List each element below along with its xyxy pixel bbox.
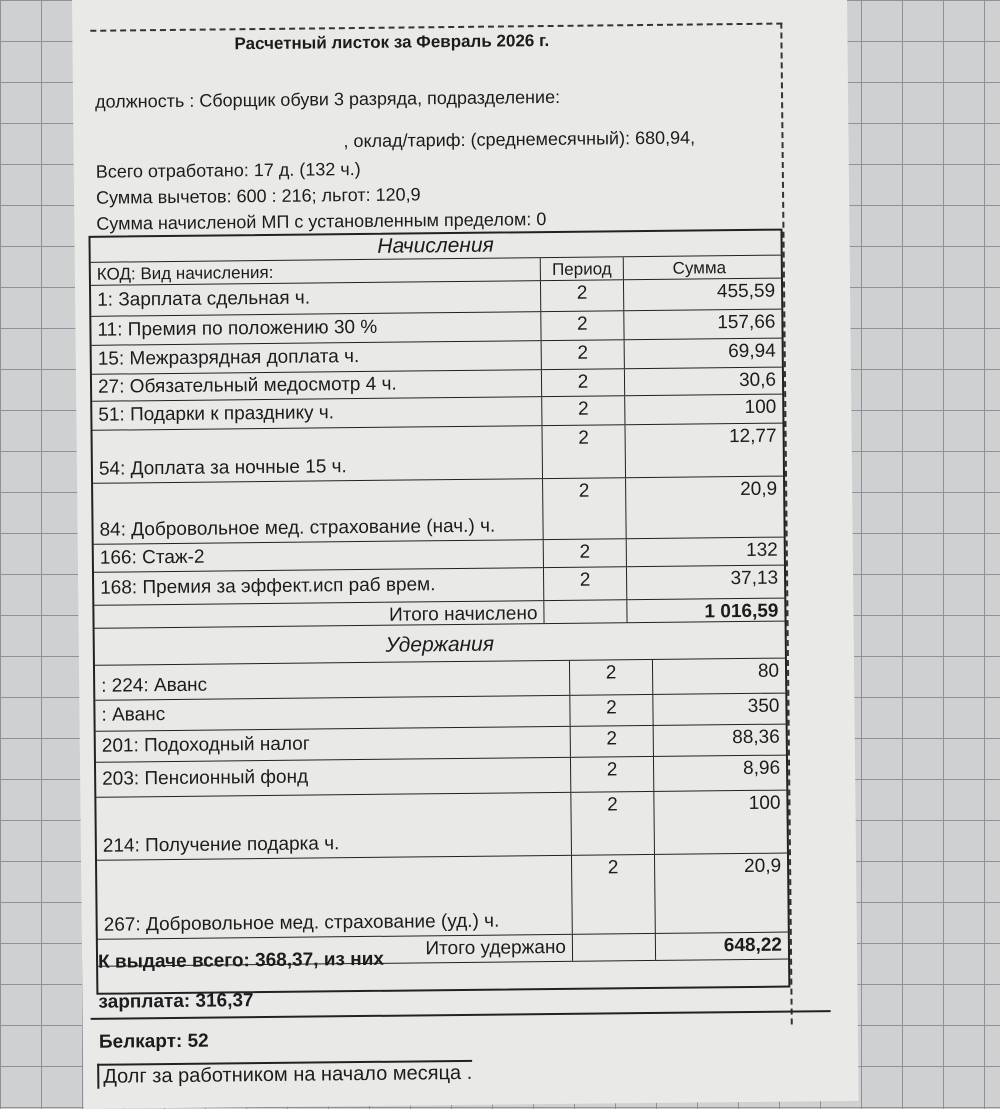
row-sum: 455,59 — [716, 280, 776, 303]
position-line: должность : Сборщик обуви 3 разряда, подразделение: — [94, 86, 561, 112]
table-row — [93, 476, 784, 544]
salary-line: , оклад/тариф: (среднемесячный): 680,94, — [343, 127, 696, 152]
row-period: 2 — [571, 792, 655, 855]
row-sum: 12,77 — [728, 425, 777, 448]
row-label: 201: Подоходный налог — [96, 727, 571, 762]
payout-belcard: Белкарт: 52 — [98, 1030, 209, 1053]
row-label: 168: Премия за эффект.исп раб врем. — [94, 568, 544, 605]
row-label: 27: Обязательный медосмотр 4 ч. — [92, 370, 542, 401]
row-sum: 8,96 — [742, 757, 781, 780]
row-period: 2 — [542, 369, 625, 396]
row-label: : 224: Аванс — [95, 661, 570, 700]
payslip-paper — [72, 0, 859, 1109]
row-period: 2 — [541, 280, 624, 311]
row-label: 267: Добровольное мед. страхование (уд.) ч. — [97, 856, 573, 939]
row-period: 2 — [542, 340, 625, 369]
row-period: 2 — [572, 855, 656, 934]
row-period: 2 — [542, 425, 626, 478]
col-sum: Сумма — [672, 258, 727, 278]
row-sum: 100 — [744, 396, 777, 418]
row-sum: 20,9 — [740, 478, 778, 501]
row-period: 2 — [570, 695, 653, 726]
row-label: 1: Зарплата сдельная ч. — [91, 281, 541, 316]
row-sum: 20,9 — [744, 855, 782, 878]
deductions-total: 648,22 — [723, 934, 783, 957]
row-label: 51: Подарки к празднику ч. — [92, 397, 542, 430]
row-label: 15: Межразрядная доплата ч. — [92, 341, 542, 374]
row-sum: 30,6 — [738, 369, 777, 392]
deductions-sum-line: Сумма вычетов: 600 : 216; льгот: 120,9 — [95, 184, 421, 208]
accruals-total-label: Итого начислено — [94, 601, 544, 628]
row-label: 166: Стаж-2 — [94, 540, 544, 572]
row-label: : Аванс — [95, 696, 570, 731]
row-sum: 37,13 — [730, 567, 779, 590]
accruals-table — [88, 229, 790, 995]
table-row — [93, 423, 784, 483]
deductions-total-label: Итого удержано — [98, 935, 573, 966]
row-period: 2 — [570, 660, 653, 695]
col-period: Период — [541, 257, 624, 280]
accruals-total: 1 016,59 — [704, 600, 779, 623]
row-period: 2 — [571, 726, 654, 757]
row-sum: 88,36 — [732, 726, 780, 749]
row-sum: 132 — [745, 539, 778, 561]
accruals-title: Начисления — [377, 233, 494, 258]
row-period: 2 — [544, 539, 627, 567]
worked-line: Всего отработано: 17 д. (132 ч.) — [95, 158, 361, 182]
mp-sum-line: Сумма начисленой МП с установленным пределом: 0 — [96, 209, 547, 234]
deductions-title: Удержания — [95, 621, 785, 665]
payout-salary: зарплата: 316,37 — [98, 990, 254, 1013]
row-period: 2 — [541, 311, 624, 340]
row-label: 11: Премия по положению 30 % — [91, 312, 541, 345]
row-period: 2 — [571, 757, 654, 792]
row-label: 214: Получение подарка ч. — [96, 793, 572, 860]
payout-total: К выдаче всего: 368,37, из них — [97, 948, 385, 973]
row-sum: 157,66 — [717, 311, 776, 334]
row-sum: 80 — [757, 660, 780, 682]
payslip-title: Расчетный листок за Февраль 2026 г. — [234, 31, 550, 54]
row-period: 2 — [542, 396, 625, 425]
row-period: 2 — [544, 567, 627, 600]
row-sum: 69,94 — [728, 340, 776, 363]
table-row — [96, 790, 787, 860]
col-code: КОД: Вид начисления: — [91, 258, 541, 285]
debt-line: Долг за работником на начало месяца . — [97, 1060, 472, 1089]
row-label: 203: Пенсионный фонд — [96, 758, 571, 797]
row-sum: 350 — [747, 695, 780, 717]
row-sum: 100 — [748, 792, 781, 814]
table-row — [97, 853, 788, 939]
row-period: 2 — [543, 478, 627, 539]
row-label: 84: Добровольное мед. страхование (нач.) ч. — [93, 479, 544, 544]
row-label: 54: Доплата за ночные 15 ч. — [93, 426, 544, 483]
